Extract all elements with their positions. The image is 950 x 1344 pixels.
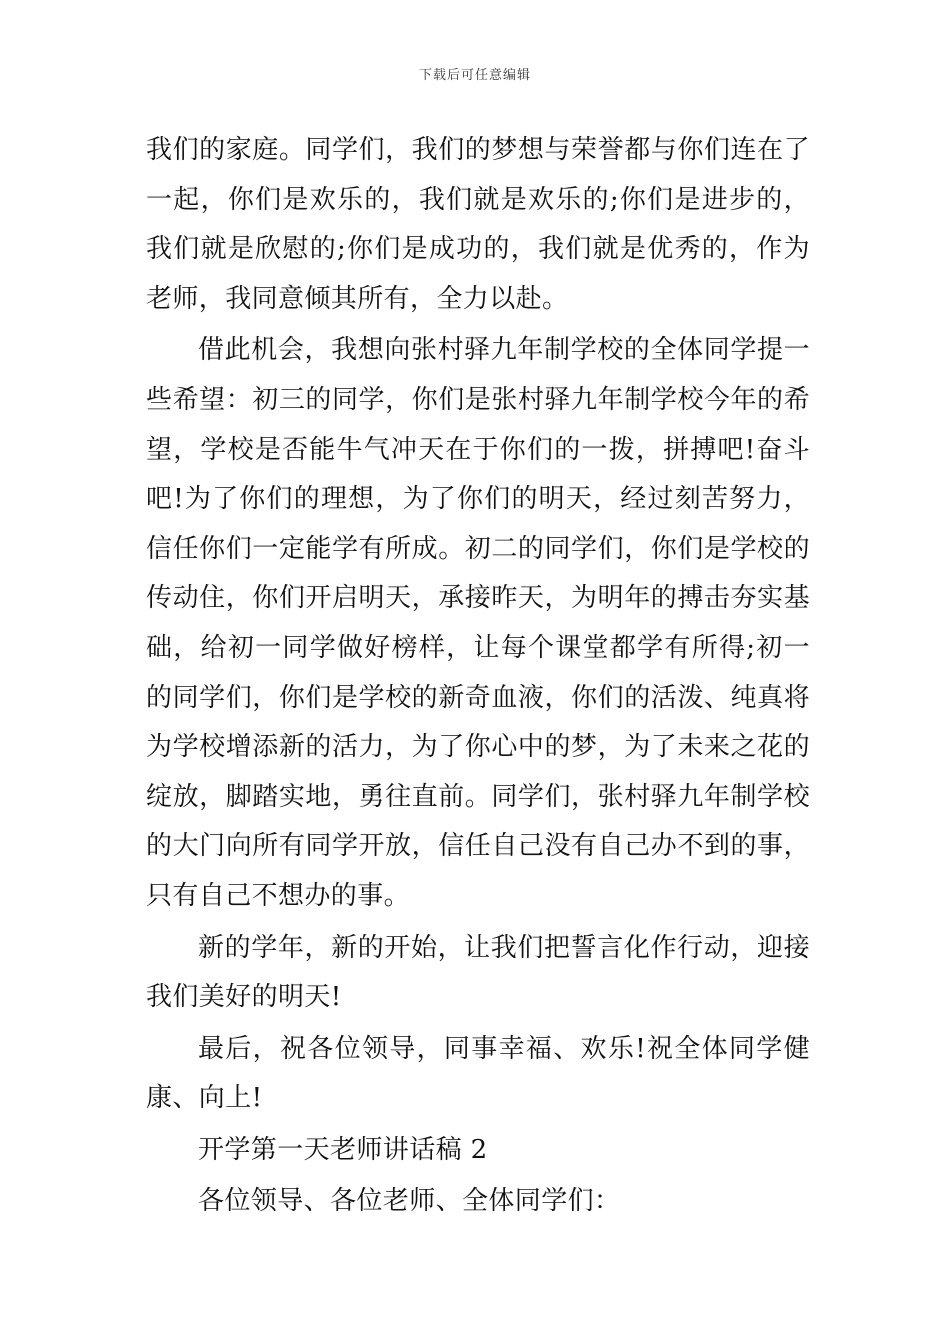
salutation: 各位领导、各位老师、全体同学们：: [198, 1186, 621, 1217]
section-title: 开学第一天老师讲话稿 2: [198, 1134, 488, 1165]
paragraph-hopes: 借此机会，我想向张村驿九年制学校的全体同学提一些希望：初三的同学，你们是张村驿九年制学校今年的希望，学校是否能牛气冲天在于你们的一拨，拼搏吧!奋斗吧!为了你们的理想，为了你们的明天，经过刻苦努力，信任你们一定能学有所成。初二的同学们，你们是学校的传动住，你们开启明天，承接昨天，为明年的搏击夯实基础，给初一同学做好榜样，让每个课堂都学有所得;初一的同学们，你们是学校的新奇血液，你们的活泼、纯真将为学校增添新的活力，为了你心中的梦，为了未来之花的绽放，脚踏实地，勇往直前。同学们，张村驿九年制学校的大门向所有同学开放，信任自己没有自己办不到的事，只有自己不想办的事。: [146, 335, 810, 911]
paragraph-closing-wishes: 最后，祝各位领导，同事幸福、欢乐!祝全体同学健康、向上!: [146, 1033, 810, 1114]
document-body: [146, 126, 810, 1227]
page-header-note: 下载后可任意编辑: [418, 68, 531, 83]
paragraph-new-year: 新的学年，新的开始，让我们把誓言化作行动，迎接我们美好的明天!: [146, 932, 810, 1013]
paragraph-continuation: 我们的家庭。同学们，我们的梦想与荣誉都与你们连在了一起，你们是欢乐的，我们就是欢乐的;你们是进步的，我们就是欣慰的;你们是成功的，我们就是优秀的，作为老师，我同意倾其所有，全力以赴。: [146, 135, 810, 314]
